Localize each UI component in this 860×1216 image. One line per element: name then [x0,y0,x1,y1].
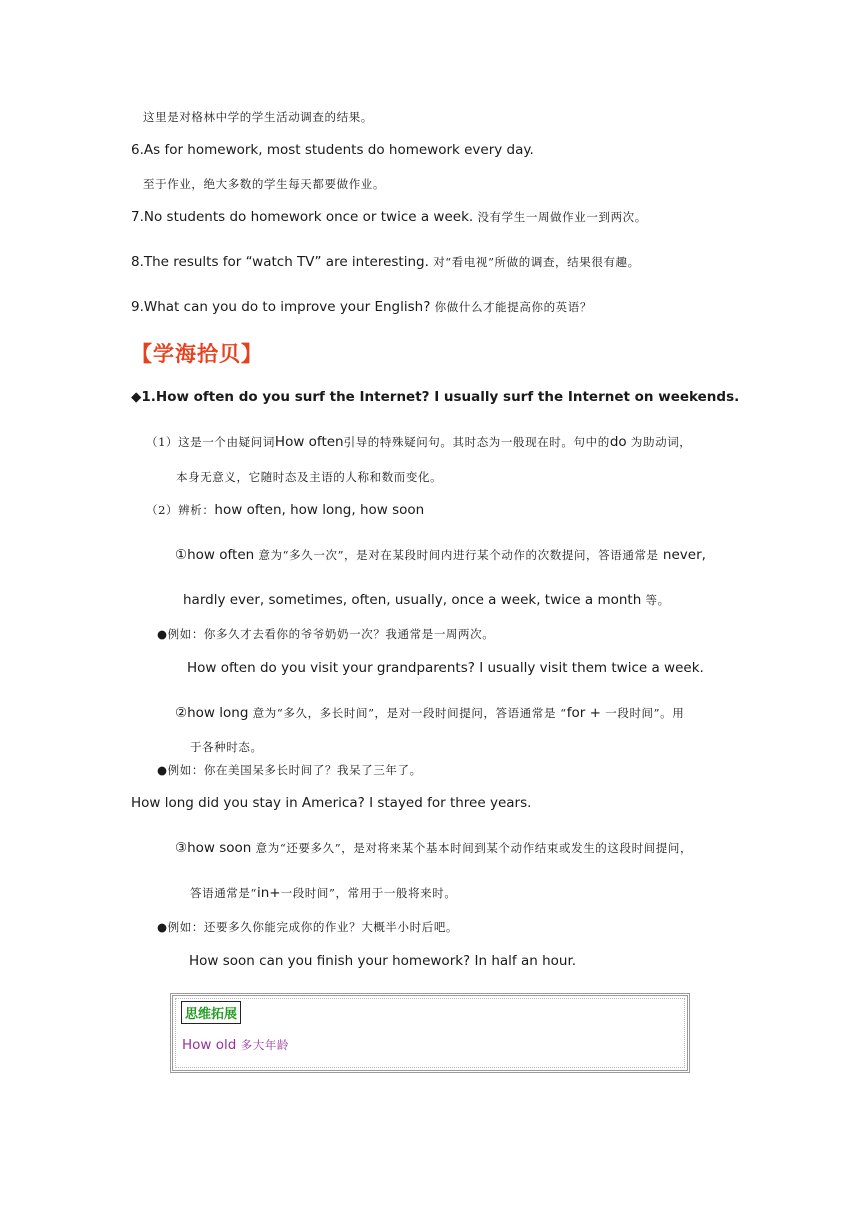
comparison-2 [175,704,684,722]
comparison-3-cn: 意为“还要多久”，是对将来某个基本时间到某个动作结束或发生的这段时间提问， [255,841,693,855]
sentence-9-en: 9.What can you do to improve your English? [131,299,431,315]
sentence-8-cn: 对“看电视”所做的调查，结果很有趣。 [433,255,640,269]
extension-box-cn: 多大年龄 [240,1038,290,1052]
section-heading: 【学海拾贝】 [131,341,263,366]
explanation-1-do: do [609,434,627,450]
explanation-1-en: How often [274,434,344,450]
comparison-1-cont [183,591,670,609]
sentence-9-cn: 你做什么才能提高你的英语？ [434,300,592,314]
key-point-1: ◆1.How often do you surf the Internet? I usually surf the Internet on weekends. [131,389,740,405]
explanation-2-en: how often, how long, how soon [214,502,425,518]
sentence-8 [131,253,640,271]
sentence-7 [131,208,647,226]
text-line: 至于作业，绝大多数的学生每天都要做作业。 [143,177,385,191]
comparison-2-cn2: 一段时间”。用 [605,706,685,720]
comparison-3-b1: 答语通常是“ [190,886,257,900]
comparison-1-list: hardly ever, sometimes, often, usually, once a week, twice a month [183,592,642,608]
sentence-8-en: 8.The results for “watch TV” are interesting. [131,254,429,270]
extension-box-title: 思维拓展 [181,1001,241,1024]
example-1-en: How often do you visit your grandparents? I usually visit them twice a week. [187,660,704,676]
extension-box-inner [175,998,685,1068]
explanation-1-b: 引导的特殊疑问句。其时态为一般现在时。句中的 [343,435,610,449]
comparison-1-en: never, [658,547,706,563]
example-2-en: How long did you stay in America? I stayed for three years. [131,795,532,811]
example-3-cn: ●例如：还要多久你能完成你的作业？大概半小时后吧。 [157,920,459,934]
sentence-6: 6.As for homework, most students do homework every day. [131,142,534,158]
comparison-3-cont [190,884,457,902]
comparison-2-term: ②how long [175,705,253,721]
extension-box [170,993,690,1073]
explanation-1-a: （1）这是一个由疑问词 [146,435,275,449]
comparison-2-en: for + [566,705,606,721]
comparison-2-cont: 于各种时态。 [190,740,263,754]
explanation-1-c: 为助动词， [626,435,692,449]
text-line: 这里是对格林中学的学生活动调查的结果。 [143,110,373,124]
explanation-2-a: （2）辨析： [146,503,215,517]
explanation-2 [146,501,424,519]
comparison-1-etc: 等。 [641,593,670,607]
comparison-3-b2: 一段时间”，常用于一般将来时。 [280,886,457,900]
explanation-1 [146,433,691,451]
example-2-cn: ●例如：你在美国呆多长时间了？我呆了三年了。 [157,763,422,777]
comparison-3 [175,839,692,857]
comparison-3-en: in+ [256,885,281,901]
sentence-7-cn: 没有学生一周做作业一到两次。 [477,210,647,224]
sentence-9 [131,298,592,316]
extension-box-line [182,1037,289,1053]
sentence-7-en: 7.No students do homework once or twice a week. [131,209,474,225]
comparison-1-term: ①how often [175,547,259,563]
comparison-1 [175,546,706,564]
comparison-1-cn: 意为“多久一次”，是对在某段时间内进行某个动作的次数提问，答语通常是 [258,548,659,562]
explanation-1-cont: 本身无意义，它随时态及主语的人称和数而变化。 [176,470,443,484]
extension-box-en: How old [182,1037,241,1053]
example-3-en: How soon can you finish your homework? In half an hour. [189,953,577,969]
comparison-2-cn: 意为“多久，多长时间”，是对一段时间提问，答语通常是 “ [252,706,567,720]
comparison-3-term: ③how soon [175,840,256,856]
example-1-cn: ●例如：你多久才去看你的爷爷奶奶一次？我通常是一周两次。 [157,627,495,641]
